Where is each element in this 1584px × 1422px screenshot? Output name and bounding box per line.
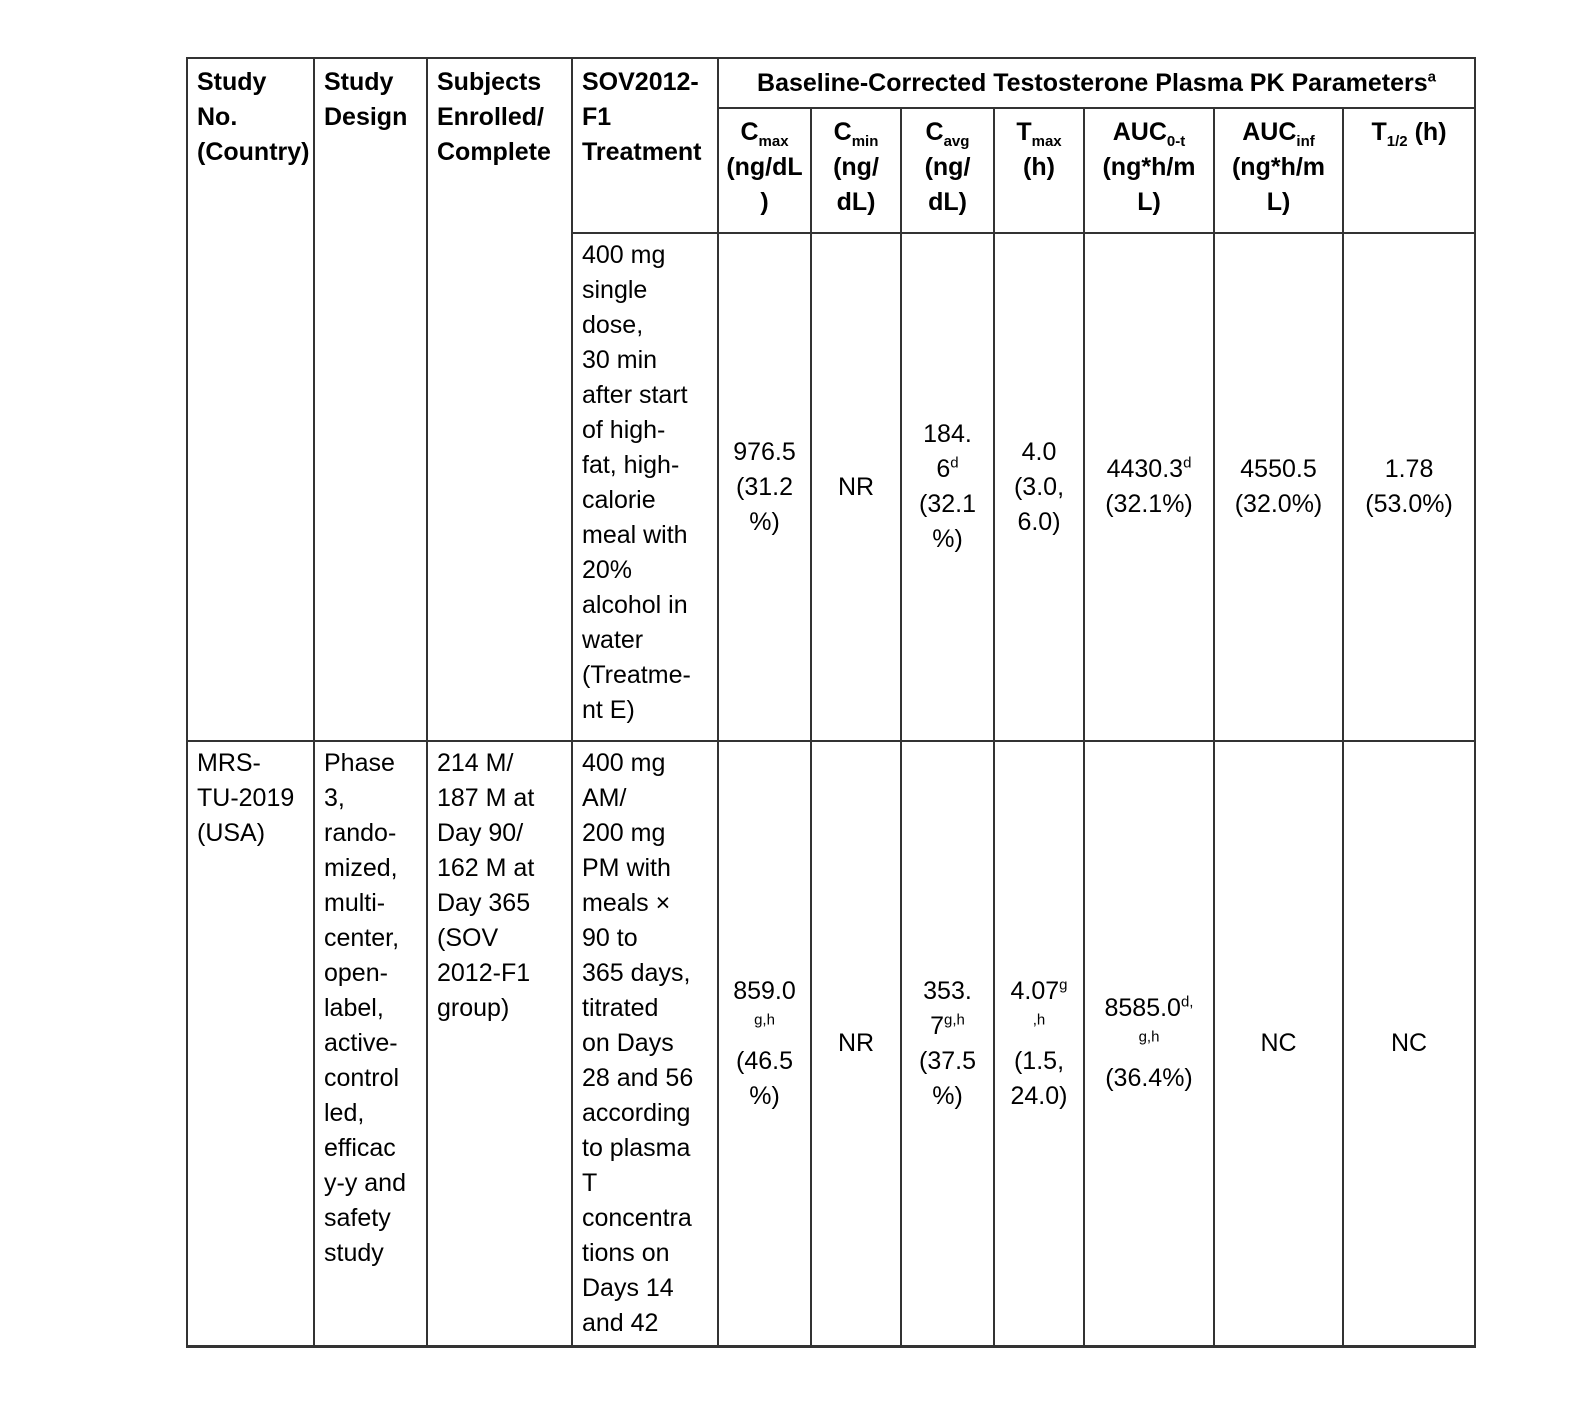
cell-r1-cmax: 976.5 (31.2 %) bbox=[718, 233, 811, 741]
col-header-study-no: Study No. (Country) bbox=[187, 58, 314, 741]
col-header-study-design: Study Design bbox=[314, 58, 427, 741]
cell-r2-cavg: 353. 7$^{g,h}$ (37.5 %) bbox=[901, 741, 994, 1347]
cell-r2-cmin: NR bbox=[811, 741, 901, 1347]
cell-r2-subjects: 214 M/ 187 M at Day 90/ 162 M at Day 365 (SOV 2012-F1 group) bbox=[427, 741, 572, 1347]
pk-col-header-cmax: $C_{max}$ (ng/dL ) bbox=[718, 108, 811, 233]
col-header-subjects-enrolled: Subjects Enrolled/ Complete bbox=[427, 58, 572, 741]
col-header-treatment: SOV2012- F1 Treatment bbox=[572, 58, 718, 233]
cell-r2-cmax: 859.0 $^{g,h}$ (46.5 %) bbox=[718, 741, 811, 1347]
pk-col-header-t-half: $T_{1/2}$ (h) bbox=[1343, 108, 1475, 233]
cell-r1-auc0t: 4430.3$^d$ (32.1%) bbox=[1084, 233, 1214, 741]
cell-r2-auc0t: $8585.0^{d,}$ $^{g,h}$ (36.4%) bbox=[1084, 741, 1214, 1347]
table-row bbox=[187, 741, 1475, 1347]
pk-col-header-auc0t: $AUC_{0-t}$ (ng*h/m L) bbox=[1084, 108, 1214, 233]
cell-r1-t-half: 1.78 (53.0%) bbox=[1343, 233, 1475, 741]
cell-r2-t-half: NC bbox=[1343, 741, 1475, 1347]
cell-r1-treatment: 400 mg single dose, 30 min after start of high- fat, high- calorie meal with 20% alcohol in water (Treatme- nt E) bbox=[572, 233, 718, 741]
pk-col-header-aucinf: $AUC_{inf}$ (ng*h/m L) bbox=[1214, 108, 1343, 233]
cell-r1-cmin: NR bbox=[811, 233, 901, 741]
cell-r2-treatment: 400 mg AM/ 200 mg PM with meals × 90 to 365 days, titrated on Days 28 and 56 according to plasma T concentra tions on Days 14 and 42 bbox=[572, 741, 718, 1347]
cell-r2-tmax: 4.07$^g$ $^{,h}$ (1.5, 24.0) bbox=[994, 741, 1084, 1347]
pk-col-header-tmax: $T_{max}$ (h) bbox=[994, 108, 1084, 233]
pk-group-header: Baseline-Corrected Testosterone Plasma PK Parameters$^a$ bbox=[718, 58, 1475, 108]
cell-r1-aucinf: 4550.5 (32.0%) bbox=[1214, 233, 1343, 741]
cell-r2-study-design: Phase 3, rando- mized, multi- center, open- label, active- control led, efficac y-y and safety study bbox=[314, 741, 427, 1347]
cell-r2-aucinf: NC bbox=[1214, 741, 1343, 1347]
pk-parameters-table bbox=[186, 57, 1476, 1348]
pk-col-header-cmin: $C_{min}$ (ng/ dL) bbox=[811, 108, 901, 233]
cell-r1-tmax: 4.0 (3.0, 6.0) bbox=[994, 233, 1084, 741]
cell-r1-cavg: 184. 6$^d$ (32.1 %) bbox=[901, 233, 994, 741]
pk-col-header-cavg: $C_{avg}$ (ng/ dL) bbox=[901, 108, 994, 233]
cell-r2-study-no: MRS- TU-2019 (USA) bbox=[187, 741, 314, 1347]
